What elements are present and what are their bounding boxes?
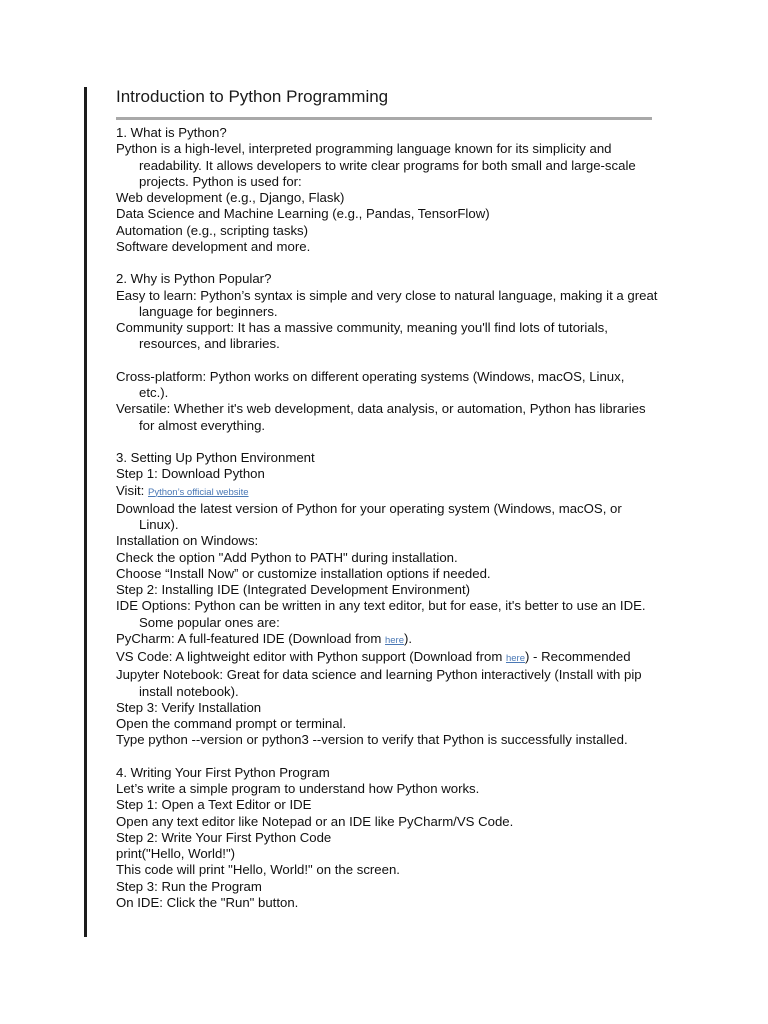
section-heading-why-popular: 2. Why is Python Popular? [116,271,272,287]
list-item-continuation: install notebook). [139,683,239,699]
code-line: print("Hello, World!") [116,846,236,861]
list-item: On IDE: Click the "Run" button. [116,894,299,910]
paragraph-line: Let’s write a simple program to understand how Python works. [116,781,480,796]
list-item: Versatile: Whether it's web development, data analysis, or automation, Python has libraries [116,401,646,417]
left-margin-bar [84,87,87,937]
python-website-link[interactable]: Python’s official website [148,486,249,498]
pycharm-download-link[interactable]: here [384,634,404,646]
list-item: Choose “Install Now” or customize installation options if needed. [116,565,491,581]
step-heading: Step 1: Download Python [116,466,265,482]
section-heading-what-is-python: 1. What is Python? [116,125,227,140]
list-item: IDE Options: Python can be written in any text editor, but for ease, it's better to use an IDE. [116,598,646,614]
list-item: Installation on Windows: [116,533,259,549]
list-item: Jupyter Notebook: Great for data science and learning Python interactively (Install with pip [116,667,642,683]
document-content [116,86,676,911]
step-heading: Step 3: Run the Program [116,878,262,894]
vscode-download-link[interactable]: here [505,653,525,664]
paragraph-line: readability. It allows developers to write clear programs for both small and large-scale [139,157,636,173]
list-item-continuation: for almost everything. [139,417,266,433]
list-item-continuation: Linux). [139,517,179,532]
spacer [116,353,676,369]
vscode-text: VS Code: A lightweight editor with Python support (Download from [116,649,506,664]
step-heading: Step 1: Open a Text Editor or IDE [116,797,312,813]
paragraph-line: projects. Python is used for: [139,173,302,189]
list-item: Cross-platform: Python works on different operating systems (Windows, macOS, Linux, [116,368,625,384]
paragraph-line: Python is a high-level, interpreted programming language known for its simplicity and [116,141,612,157]
section-heading-setting-up: 3. Setting Up Python Environment [116,450,315,465]
list-item: Download the latest version of Python for your operating system (Windows, macOS, or [116,500,622,516]
list-item: Open the command prompt or terminal. [116,716,347,731]
list-item: This code will print "Hello, World!" on the screen. [116,862,400,878]
spacer [116,255,676,271]
list-item: Community support: It has a massive community, meaning you'll find lots of tutorials, [116,320,608,335]
spacer [116,434,676,450]
visit-label: Visit: [116,482,149,498]
list-item-continuation: etc.). [139,385,169,400]
step-heading: Step 3: Verify Installation [116,699,262,715]
step-heading: Step 2: Write Your First Python Code [116,829,332,845]
list-item: Type python --version or python3 --version to verify that Python is successfully installed. [116,732,628,748]
pycharm-text-end: ). [404,630,413,646]
list-item-continuation: resources, and libraries. [139,336,280,352]
section-heading-first-program: 4. Writing Your First Python Program [116,764,330,780]
list-item: Software development and more. [116,238,311,254]
list-item: Automation (e.g., scripting tasks) [116,222,309,238]
list-item-continuation: language for beginners. [139,303,278,319]
document-title: Introduction to Python Programming [116,87,389,106]
spacer [116,749,676,765]
visit-line [116,483,676,501]
pycharm-line [116,631,676,649]
pycharm-text: PyCharm: A full-featured IDE (Download from [116,630,385,646]
list-item: Web development (e.g., Django, Flask) [116,190,345,205]
vscode-line [116,649,676,667]
list-item: Data Science and Machine Learning (e.g., Pandas, TensorFlow) [116,206,490,222]
list-item: Easy to learn: Python’s syntax is simple and very close to natural language, making it a great [116,287,658,303]
step-heading: Step 2: Installing IDE (Integrated Development Environment) [116,582,471,597]
list-item-continuation: Some popular ones are: [139,614,280,630]
title-underline [116,117,652,120]
list-item: Open any text editor like Notepad or an IDE like PyCharm/VS Code. [116,813,514,829]
list-item: Check the option "Add Python to PATH" during installation. [116,549,458,565]
vscode-text-end: ) - Recommended [525,649,631,664]
